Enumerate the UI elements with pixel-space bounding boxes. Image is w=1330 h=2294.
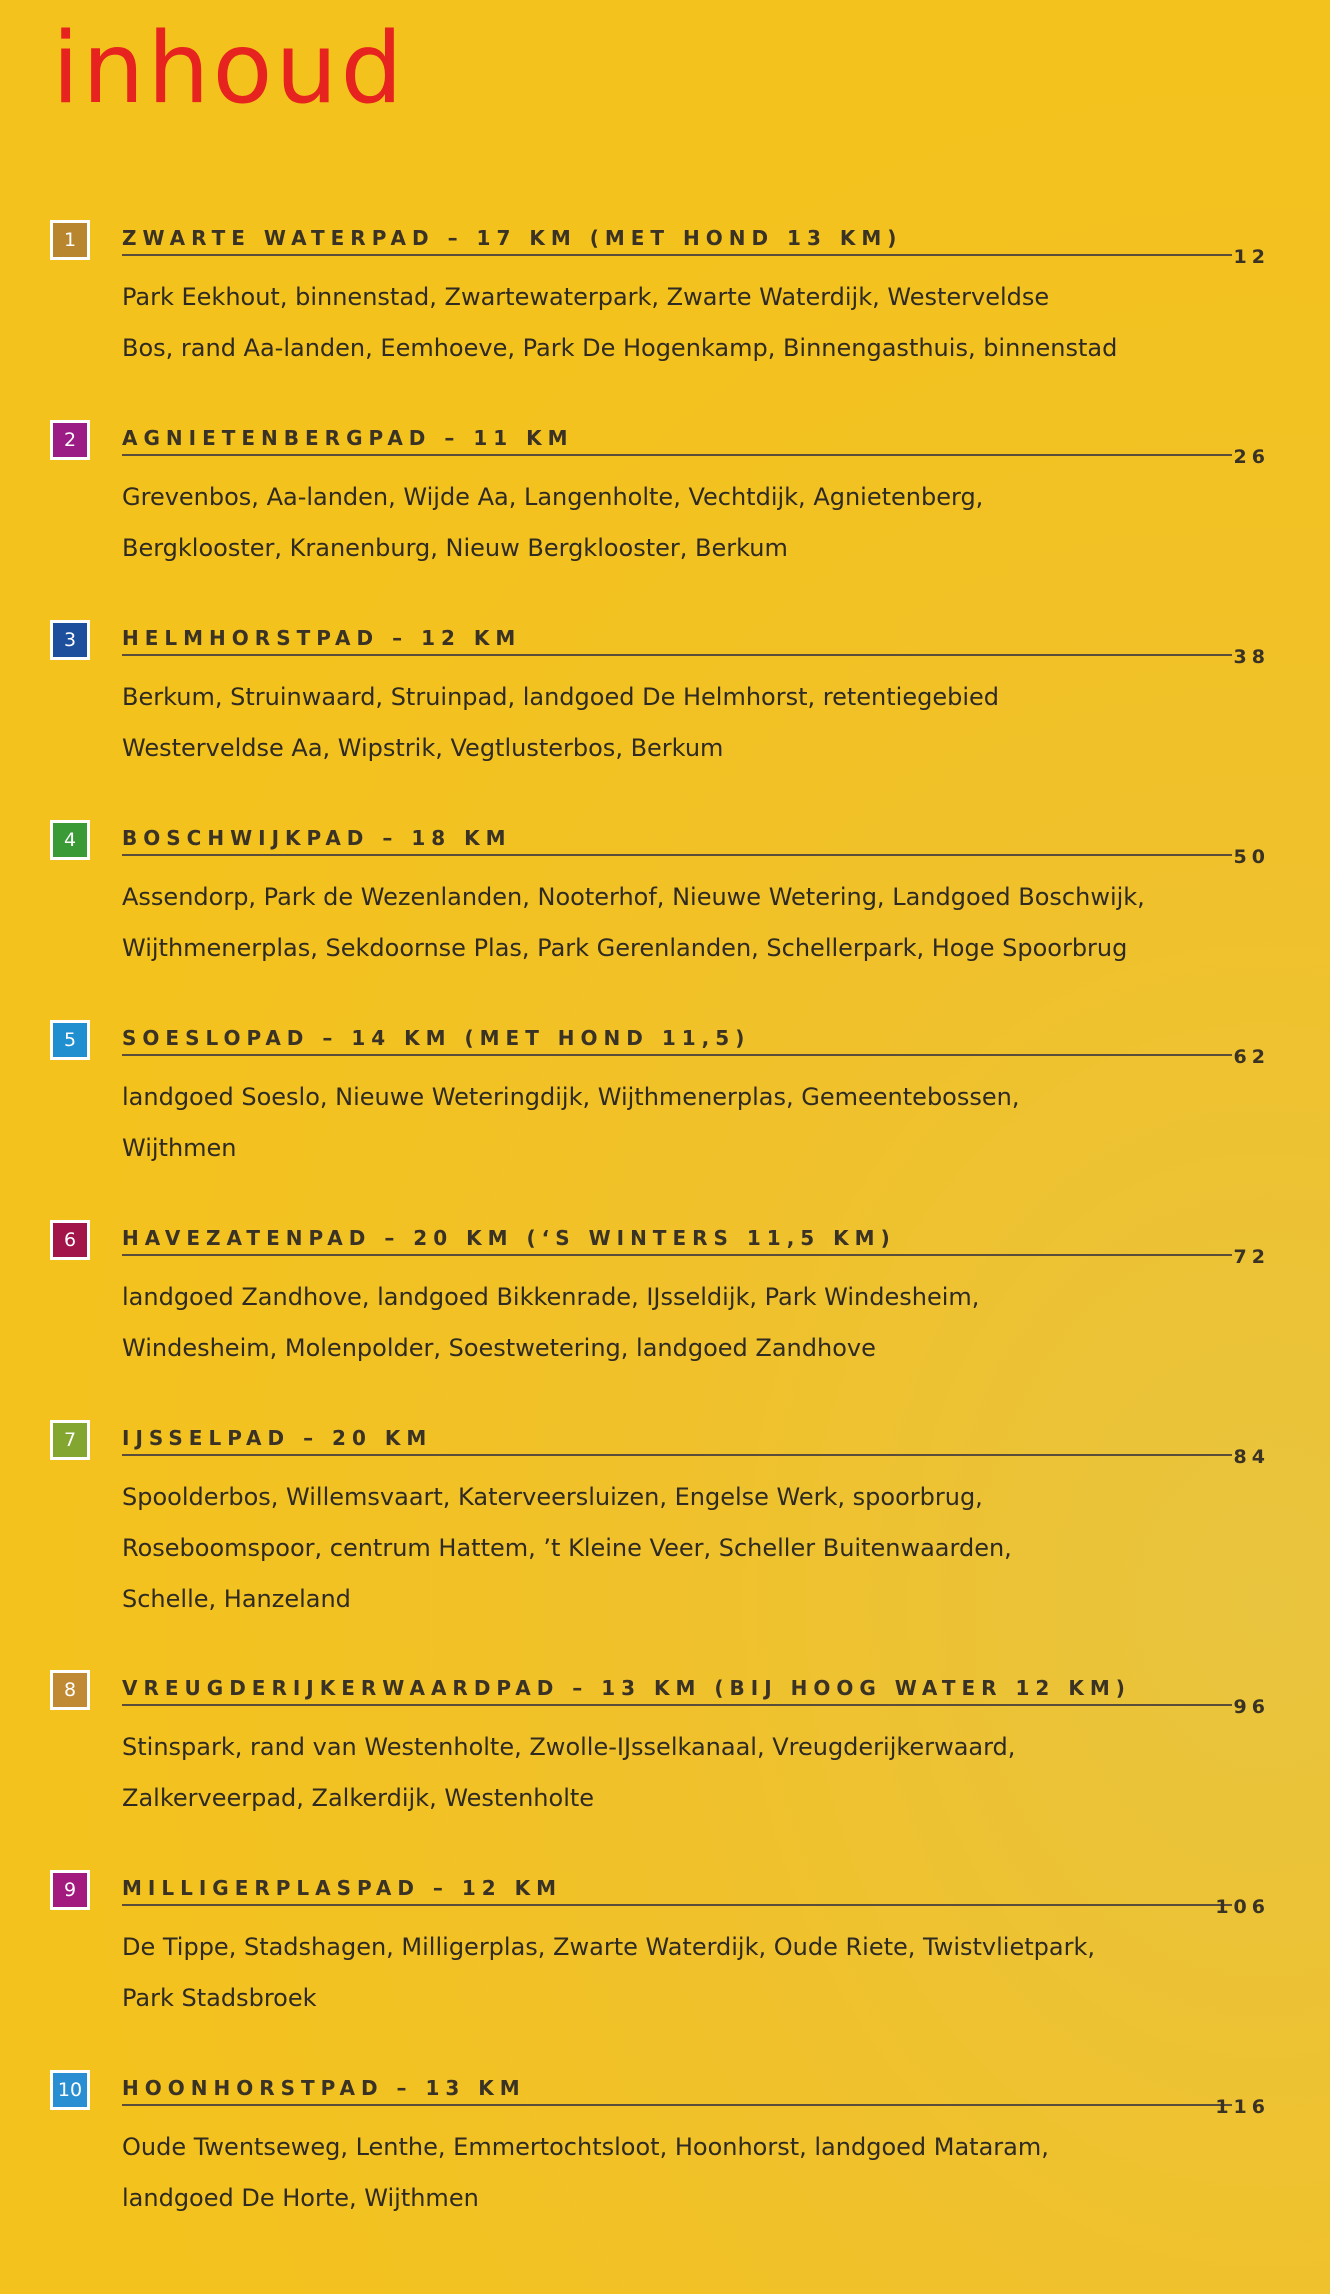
route-number-badge: 1 xyxy=(50,220,90,260)
route-description xyxy=(122,672,1272,774)
description-line: landgoed Soeslo, Nieuwe Weteringdijk, Wijthmenerplas, Gemeentebossen, xyxy=(122,1083,1020,1111)
description-line: Bergklooster, Kranenburg, Nieuw Bergklooster, Berkum xyxy=(122,534,788,562)
route-title[interactable]: VREUGDERIJKERWAARDPAD – 13 KM (BIJ HOOG WATER 12 KM) xyxy=(122,1676,1131,1700)
route-title[interactable]: IJSSELPAD – 20 KM xyxy=(122,1426,433,1450)
description-line: Berkum, Struinwaard, Struinpad, landgoed De Helmhorst, retentiegebied xyxy=(122,683,999,711)
toc-entry[interactable] xyxy=(50,1020,1270,1210)
divider-line xyxy=(122,454,1232,456)
route-title[interactable]: HAVEZATENPAD – 20 KM (‘S WINTERS 11,5 KM) xyxy=(122,1226,896,1250)
toc-entry[interactable] xyxy=(50,1220,1270,1410)
route-title[interactable]: SOESLOPAD – 14 KM (MET HOND 11,5) xyxy=(122,1026,751,1050)
route-title[interactable]: HOONHORSTPAD – 13 KM xyxy=(122,2076,526,2100)
toc-entry[interactable] xyxy=(50,420,1270,610)
route-number-badge: 3 xyxy=(50,620,90,660)
route-title[interactable]: MILLIGERPLASPAD – 12 KM xyxy=(122,1876,563,1900)
page-number[interactable]: 106 xyxy=(1215,1896,1270,1918)
description-line: Park Stadsbroek xyxy=(122,1984,317,2012)
route-description xyxy=(122,2122,1272,2224)
route-title[interactable]: BOSCHWIJKPAD – 18 KM xyxy=(122,826,512,850)
toc-entry[interactable] xyxy=(50,820,1270,1010)
divider-line xyxy=(122,1254,1232,1256)
description-line: Roseboomspoor, centrum Hattem, ’t Kleine Veer, Scheller Buitenwaarden, xyxy=(122,1534,1012,1562)
divider-line xyxy=(122,1054,1232,1056)
description-line: Wijthmen xyxy=(122,1134,237,1162)
route-number-badge: 6 xyxy=(50,1220,90,1260)
route-description xyxy=(122,1472,1272,1625)
divider-line xyxy=(122,854,1232,856)
divider-line xyxy=(122,654,1232,656)
description-line: Schelle, Hanzeland xyxy=(122,1585,351,1613)
divider-line xyxy=(122,1904,1232,1906)
page-number[interactable]: 62 xyxy=(1233,1046,1270,1068)
page-number[interactable]: 26 xyxy=(1233,446,1270,468)
page-number[interactable]: 116 xyxy=(1215,2096,1270,2118)
route-number-badge: 7 xyxy=(50,1420,90,1460)
page-number[interactable]: 96 xyxy=(1233,1696,1270,1718)
page-number[interactable]: 72 xyxy=(1233,1246,1270,1268)
description-line: Stinspark, rand van Westenholte, Zwolle-IJsselkanaal, Vreugderijkerwaard, xyxy=(122,1733,1016,1761)
toc-entry[interactable] xyxy=(50,620,1270,810)
route-description xyxy=(122,1072,1272,1174)
route-title[interactable]: HELMHORSTPAD – 12 KM xyxy=(122,626,522,650)
page-number[interactable]: 50 xyxy=(1233,846,1270,868)
toc-entry[interactable] xyxy=(50,1670,1270,1860)
route-description xyxy=(122,272,1272,374)
description-line: Zalkerveerpad, Zalkerdijk, Westenholte xyxy=(122,1784,595,1812)
route-number-badge: 4 xyxy=(50,820,90,860)
route-number-badge: 2 xyxy=(50,420,90,460)
route-number-badge: 8 xyxy=(50,1670,90,1710)
description-line: Grevenbos, Aa-landen, Wijde Aa, Langenholte, Vechtdijk, Agnietenberg, xyxy=(122,483,984,511)
route-title[interactable]: ZWARTE WATERPAD – 17 KM (MET HOND 13 KM) xyxy=(122,226,903,250)
divider-line xyxy=(122,1704,1232,1706)
divider-line xyxy=(122,1454,1232,1456)
description-line: Westerveldse Aa, Wipstrik, Vegtlusterbos, Berkum xyxy=(122,734,724,762)
description-line: Assendorp, Park de Wezenlanden, Nooterhof, Nieuwe Wetering, Landgoed Boschwijk, xyxy=(122,883,1145,911)
route-description xyxy=(122,872,1272,974)
toc-entry[interactable] xyxy=(50,220,1270,410)
route-number-badge: 5 xyxy=(50,1020,90,1060)
description-line: Windesheim, Molenpolder, Soestwetering, landgoed Zandhove xyxy=(122,1334,876,1362)
divider-line xyxy=(122,254,1232,256)
route-number-badge: 9 xyxy=(50,1870,90,1910)
description-line: Spoolderbos, Willemsvaart, Katerveersluizen, Engelse Werk, spoorbrug, xyxy=(122,1483,983,1511)
route-title[interactable]: AGNIETENBERGPAD – 11 KM xyxy=(122,426,574,450)
page-title: inhoud xyxy=(52,12,406,126)
description-line: Wijthmenerplas, Sekdoornse Plas, Park Gerenlanden, Schellerpark, Hoge Spoorbrug xyxy=(122,934,1128,962)
divider-line xyxy=(122,2104,1232,2106)
description-line: landgoed Zandhove, landgoed Bikkenrade, IJsseldijk, Park Windesheim, xyxy=(122,1283,980,1311)
description-line: landgoed De Horte, Wijthmen xyxy=(122,2184,479,2212)
route-description xyxy=(122,1722,1272,1824)
toc-entry[interactable] xyxy=(50,2070,1270,2260)
route-description xyxy=(122,472,1272,574)
toc-entry[interactable] xyxy=(50,1870,1270,2060)
description-line: Bos, rand Aa-landen, Eemhoeve, Park De Hogenkamp, Binnengasthuis, binnenstad xyxy=(122,334,1118,362)
page-number[interactable]: 12 xyxy=(1233,246,1270,268)
description-line: Park Eekhout, binnenstad, Zwartewaterpark, Zwarte Waterdijk, Westerveldse xyxy=(122,283,1050,311)
route-description xyxy=(122,1272,1272,1374)
page-number[interactable]: 84 xyxy=(1233,1446,1270,1468)
toc-entry[interactable] xyxy=(50,1420,1270,1613)
description-line: De Tippe, Stadshagen, Milligerplas, Zwarte Waterdijk, Oude Riete, Twistvlietpark, xyxy=(122,1933,1095,1961)
page-number[interactable]: 38 xyxy=(1233,646,1270,668)
route-description xyxy=(122,1922,1272,2024)
description-line: Oude Twentseweg, Lenthe, Emmertochtsloot, Hoonhorst, landgoed Mataram, xyxy=(122,2133,1049,2161)
route-number-badge: 10 xyxy=(50,2070,90,2110)
